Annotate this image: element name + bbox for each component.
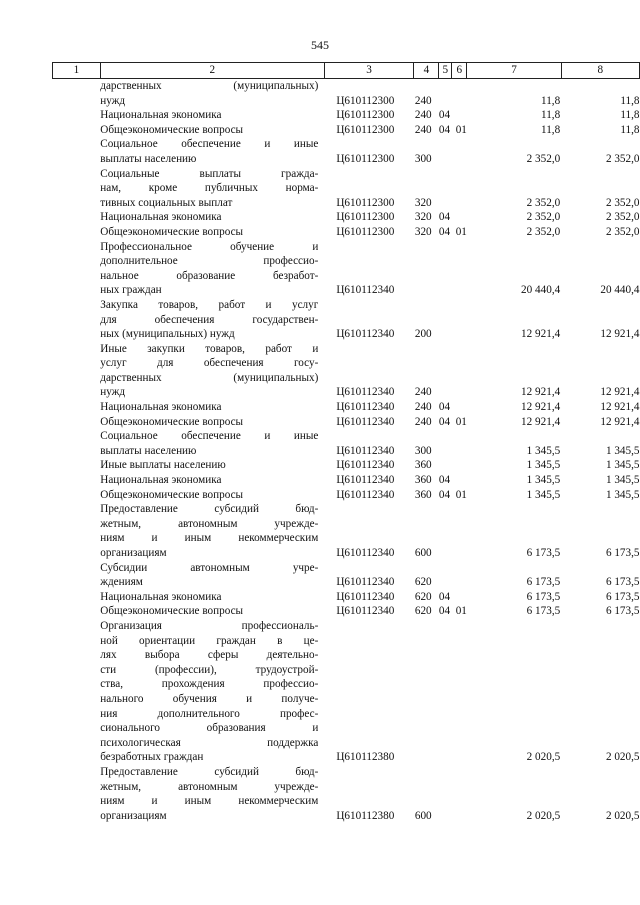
item-name-cell (100, 458, 324, 473)
expense-type-cell: 620 (414, 590, 432, 603)
item-name-cell (100, 342, 324, 400)
empty-cell (53, 561, 101, 590)
table-row (53, 415, 640, 430)
amount-col7-cell: 1 345,5 (526, 444, 561, 457)
item-name-line: выплаты населению (100, 152, 197, 165)
item-name-cell (100, 210, 324, 225)
empty-cell (53, 225, 101, 240)
item-name-line: Иные закупки товаров, работ и (100, 342, 319, 355)
expense-type-cell: 320 (414, 211, 432, 224)
target-code-cell: Ц610112300 (336, 109, 395, 122)
item-name-cell (100, 473, 324, 488)
empty-cell (53, 458, 101, 473)
amount-col7-cell: 12 921,4 (521, 415, 561, 428)
item-name-cell (100, 415, 324, 430)
section-cell: 04 (438, 605, 451, 618)
amount-col7-cell: 6 173,5 (526, 590, 561, 603)
target-code-cell: Ц610112380 (336, 751, 395, 764)
column-header-2: 2 (100, 63, 324, 79)
table-row (53, 488, 640, 503)
target-code-cell: Ц610112380 (336, 809, 395, 822)
amount-col8-cell: 12 921,4 (600, 328, 640, 341)
table-row (53, 400, 640, 415)
amount-col7-cell: 20 440,4 (521, 284, 561, 297)
empty-cell (53, 137, 101, 166)
item-name-line: тивных социальных выплат (100, 196, 233, 209)
item-name-cell (100, 765, 324, 823)
amount-col7-cell: 2 020,5 (526, 809, 561, 822)
column-header-7: 7 (467, 63, 561, 79)
table-row (53, 429, 640, 458)
item-name-line: Национальная экономика (100, 401, 222, 414)
target-code-cell: Ц610112300 (336, 211, 395, 224)
item-name-line: организациям (100, 547, 167, 559)
table-row (53, 458, 640, 473)
amount-col8-cell: 6 173,5 (605, 605, 640, 618)
section-cell (439, 429, 452, 458)
target-code-cell: Ц610112340 (336, 488, 395, 501)
item-name-line: Предоставление субсидий бюд- (100, 765, 319, 778)
column-header-4: 4 (414, 63, 439, 79)
empty-cell (53, 604, 101, 619)
subsection-cell (452, 590, 467, 605)
table-row (53, 604, 640, 619)
subsection-cell (452, 400, 467, 415)
empty-cell (53, 619, 101, 765)
item-name-cell (100, 79, 324, 109)
subsection-cell: 01 (455, 415, 467, 428)
section-cell (439, 298, 452, 342)
item-name-cell (100, 108, 324, 123)
empty-cell (53, 590, 101, 605)
section-cell: 04 (438, 401, 451, 414)
column-header-6: 6 (452, 63, 467, 79)
empty-cell (53, 240, 101, 298)
section-cell (439, 167, 452, 211)
amount-col8-cell: 20 440,4 (600, 284, 640, 297)
item-name-cell (100, 619, 324, 765)
item-name-cell (100, 604, 324, 619)
expense-type-cell (414, 619, 439, 765)
section-cell (439, 502, 452, 560)
table-row (53, 210, 640, 225)
amount-col8-cell: 1 345,5 (605, 488, 640, 501)
item-name-line: Общеэкономические вопросы (100, 123, 244, 136)
item-name-line: лях выбора сферы деятельно- (100, 649, 319, 662)
amount-col7-cell: 11,8 (541, 123, 561, 136)
item-name-line: психологическая поддержка (100, 736, 319, 749)
expense-type-cell: 240 (414, 415, 432, 428)
amount-col7-cell: 2 352,0 (526, 196, 561, 209)
column-header-3: 3 (324, 63, 414, 79)
item-name-line: выплаты населению (100, 444, 197, 457)
target-code-cell: Ц610112340 (336, 605, 395, 618)
target-code-cell: Ц610112300 (336, 152, 395, 165)
subsection-cell (452, 79, 467, 109)
target-code-cell: Ц610112340 (336, 576, 395, 589)
subsection-cell (452, 619, 467, 765)
section-cell (439, 458, 452, 473)
item-name-cell (100, 502, 324, 560)
empty-cell (53, 79, 101, 109)
target-code-cell: Ц610112300 (336, 123, 395, 136)
item-name-cell (100, 590, 324, 605)
subsection-cell (452, 502, 467, 560)
amount-col8-cell: 6 173,5 (605, 590, 640, 603)
amount-col7-cell: 6 173,5 (526, 605, 561, 618)
item-name-line: Социальные выплаты гражда- (100, 167, 319, 180)
empty-cell (53, 298, 101, 342)
item-name-cell (100, 137, 324, 166)
item-name-line: сионального образования и (100, 722, 319, 735)
subsection-cell (452, 210, 467, 225)
target-code-cell: Ц610112340 (336, 590, 395, 603)
section-cell: 04 (438, 415, 451, 428)
subsection-cell (452, 561, 467, 590)
item-name-line: ниям и иным некоммерческим (100, 795, 319, 808)
expense-type-cell: 320 (414, 225, 432, 238)
amount-col8-cell: 12 921,4 (600, 401, 640, 414)
target-code-cell: Ц610112300 (336, 196, 395, 209)
item-name-line: безработных граждан (100, 751, 204, 764)
amount-col8-cell: 12 921,4 (600, 386, 640, 399)
amount-col7-cell: 6 173,5 (526, 576, 561, 589)
header-row (53, 63, 640, 79)
item-name-line: жетным, автономным учрежде- (100, 517, 319, 530)
item-name-line: нужд (100, 386, 126, 399)
amount-col7-cell: 1 345,5 (526, 459, 561, 472)
item-name-line: Общеэкономические вопросы (100, 225, 244, 238)
item-name-line: дарственных (муниципальных) (100, 371, 319, 384)
item-name-line: Социальное обеспечение и иные (100, 430, 319, 443)
item-name-cell (100, 561, 324, 590)
amount-col8-cell: 11,8 (620, 109, 640, 122)
target-code-cell: Ц610112340 (336, 328, 395, 341)
item-name-line: Профессиональное обучение и (100, 240, 319, 253)
expense-type-cell: 240 (414, 109, 432, 122)
subsection-cell (452, 137, 467, 166)
table-row (53, 473, 640, 488)
subsection-cell (452, 108, 467, 123)
item-name-cell (100, 225, 324, 240)
empty-cell (53, 342, 101, 400)
expense-type-cell: 240 (414, 94, 432, 107)
section-cell (439, 561, 452, 590)
empty-cell (53, 473, 101, 488)
expense-type-cell: 320 (414, 196, 432, 209)
amount-col7-cell: 12 921,4 (521, 401, 561, 414)
item-name-line: Общеэкономические вопросы (100, 488, 244, 501)
item-name-line: нальное образование безработ- (100, 269, 319, 282)
expense-type-cell: 620 (414, 576, 432, 589)
item-name-line: Закупка товаров, работ и услуг (100, 298, 319, 311)
amount-col8-cell: 1 345,5 (605, 459, 640, 472)
item-name-line: Национальная экономика (100, 474, 222, 487)
table-row (53, 225, 640, 240)
amount-col7-cell: 6 173,5 (526, 547, 561, 559)
item-name-line: сти (профессии), трудоустрой- (100, 663, 319, 676)
amount-col8-cell: 11,8 (620, 123, 640, 136)
table-row (53, 240, 640, 298)
item-name-line: дарственных (муниципальных) (100, 80, 319, 92)
item-name-cell (100, 240, 324, 298)
table-row (53, 619, 640, 765)
target-code-cell: Ц610112340 (336, 547, 395, 559)
item-name-line: ния дополнительного профес- (100, 707, 319, 720)
subsection-cell: 01 (455, 225, 467, 238)
column-header-1: 1 (53, 63, 101, 79)
amount-col8-cell: 2 352,0 (605, 152, 640, 165)
amount-col8-cell: 2 352,0 (605, 225, 640, 238)
column-header-8: 8 (561, 63, 639, 79)
amount-col8-cell: 1 345,5 (605, 474, 640, 487)
subsection-cell (452, 765, 467, 823)
section-cell (439, 79, 452, 109)
section-cell (439, 619, 452, 765)
item-name-line: для обеспечения государствен- (100, 313, 319, 326)
target-code-cell: Ц610112300 (336, 94, 395, 107)
expense-type-cell: 240 (414, 401, 432, 414)
item-name-line: нужд (100, 94, 126, 107)
table-row (53, 79, 640, 109)
table-row (53, 502, 640, 560)
amount-col8-cell: 2 352,0 (605, 211, 640, 224)
target-code-cell: Ц610112340 (336, 444, 395, 457)
table-row (53, 561, 640, 590)
item-name-line: Социальное обеспечение и иные (100, 138, 319, 151)
amount-col8-cell: 6 173,5 (605, 576, 640, 589)
amount-col8-cell: 2 020,5 (605, 809, 640, 822)
expense-type-cell: 360 (414, 474, 432, 487)
section-cell: 04 (438, 123, 451, 136)
item-name-cell (100, 298, 324, 342)
item-name-line: Организация профессиональ- (100, 619, 319, 632)
expense-type-cell: 620 (414, 605, 432, 618)
empty-cell (53, 123, 101, 138)
item-name-cell (100, 429, 324, 458)
item-name-line: дополнительное профессио- (100, 255, 319, 268)
item-name-line: жетным, автономным учрежде- (100, 780, 319, 793)
item-name-cell (100, 167, 324, 211)
empty-cell (53, 108, 101, 123)
expense-type-cell: 300 (414, 444, 432, 457)
subsection-cell: 01 (455, 488, 467, 501)
amount-col7-cell: 2 352,0 (526, 152, 561, 165)
item-name-line: Национальная экономика (100, 109, 222, 122)
expense-type-cell: 200 (414, 328, 432, 341)
item-name-cell (100, 400, 324, 415)
section-cell: 04 (438, 590, 451, 603)
subsection-cell (452, 342, 467, 400)
item-name-line: Общеэкономические вопросы (100, 605, 244, 618)
amount-col8-cell: 2 352,0 (605, 196, 640, 209)
amount-col8-cell: 6 173,5 (605, 547, 640, 559)
item-name-line: ждениям (100, 576, 143, 589)
target-code-cell: Ц610112300 (336, 225, 395, 238)
item-name-line: ниям и иным некоммерческим (100, 532, 319, 545)
empty-cell (53, 210, 101, 225)
empty-cell (53, 502, 101, 560)
target-code-cell: Ц610112340 (336, 459, 395, 472)
table-row (53, 342, 640, 400)
expense-type-cell: 240 (414, 123, 432, 136)
table-header (53, 63, 640, 79)
expense-type-cell: 360 (414, 459, 432, 472)
amount-col7-cell: 2 020,5 (526, 751, 561, 764)
section-cell (439, 342, 452, 400)
table-row (53, 298, 640, 342)
expense-type-cell (414, 240, 439, 298)
item-name-line: Национальная экономика (100, 590, 222, 603)
empty-cell (53, 765, 101, 823)
table-row (53, 123, 640, 138)
section-cell: 04 (438, 474, 451, 487)
section-cell: 04 (438, 488, 451, 501)
subsection-cell (452, 240, 467, 298)
column-header-5: 5 (439, 63, 452, 79)
table-row (53, 765, 640, 823)
amount-col8-cell: 1 345,5 (605, 444, 640, 457)
amount-col8-cell: 11,8 (620, 94, 640, 107)
item-name-line: услуг для обеспечения госу- (100, 357, 319, 370)
item-name-line: ства, прохождения профессио- (100, 678, 319, 691)
empty-cell (53, 429, 101, 458)
amount-col7-cell: 11,8 (541, 109, 561, 122)
amount-col7-cell: 2 352,0 (526, 225, 561, 238)
target-code-cell: Ц610112340 (336, 386, 395, 399)
expense-type-cell: 360 (414, 488, 432, 501)
expense-type-cell: 600 (414, 809, 432, 822)
item-name-line: ных (муниципальных) нужд (100, 328, 235, 341)
empty-cell (53, 400, 101, 415)
amount-col7-cell: 11,8 (541, 94, 561, 107)
page-number: 545 (311, 38, 329, 52)
target-code-cell: Ц610112340 (336, 474, 395, 487)
item-name-line: Субсидии автономным учре- (100, 561, 319, 574)
table-row (53, 108, 640, 123)
table-row (53, 137, 640, 166)
amount-col7-cell: 1 345,5 (526, 474, 561, 487)
amount-col7-cell: 12 921,4 (521, 386, 561, 399)
item-name-line: Предоставление субсидий бюд- (100, 503, 319, 516)
item-name-line: ных граждан (100, 284, 162, 297)
item-name-cell (100, 123, 324, 138)
section-cell (439, 765, 452, 823)
section-cell (439, 137, 452, 166)
section-cell: 04 (438, 225, 451, 238)
item-name-line: нам, кроме публичных норма- (100, 182, 319, 195)
subsection-cell (452, 298, 467, 342)
item-name-cell (100, 488, 324, 503)
amount-col7-cell: 1 345,5 (526, 488, 561, 501)
expense-type-cell: 240 (414, 386, 432, 399)
item-name-line: нального обучения и получе- (100, 692, 319, 705)
amount-col7-cell: 12 921,4 (521, 328, 561, 341)
subsection-cell (452, 458, 467, 473)
section-cell: 04 (438, 211, 451, 224)
section-cell: 04 (438, 109, 451, 122)
table-row (53, 590, 640, 605)
expense-type-cell: 600 (414, 547, 432, 559)
amount-col7-cell: 2 352,0 (526, 211, 561, 224)
subsection-cell (452, 429, 467, 458)
item-name-line: Иные выплаты населению (100, 459, 226, 472)
expense-type-cell: 300 (414, 152, 432, 165)
empty-cell (53, 488, 101, 503)
subsection-cell (452, 473, 467, 488)
item-name-line: Национальная экономика (100, 211, 222, 224)
target-code-cell: Ц610112340 (336, 401, 395, 414)
empty-cell (53, 167, 101, 211)
subsection-cell (452, 167, 467, 211)
amount-col8-cell: 2 020,5 (605, 751, 640, 764)
amount-col8-cell: 12 921,4 (600, 415, 640, 428)
subsection-cell: 01 (455, 123, 467, 136)
subsection-cell: 01 (455, 605, 467, 618)
empty-cell (53, 415, 101, 430)
item-name-line: Общеэкономические вопросы (100, 415, 244, 428)
item-name-line: ной ориентации граждан в це- (100, 634, 319, 647)
item-name-line: организациям (100, 809, 167, 822)
section-cell (439, 240, 452, 298)
budget-table (52, 62, 640, 823)
target-code-cell: Ц610112340 (336, 284, 395, 297)
target-code-cell: Ц610112340 (336, 415, 395, 428)
table-body (53, 79, 640, 824)
table-row (53, 167, 640, 211)
